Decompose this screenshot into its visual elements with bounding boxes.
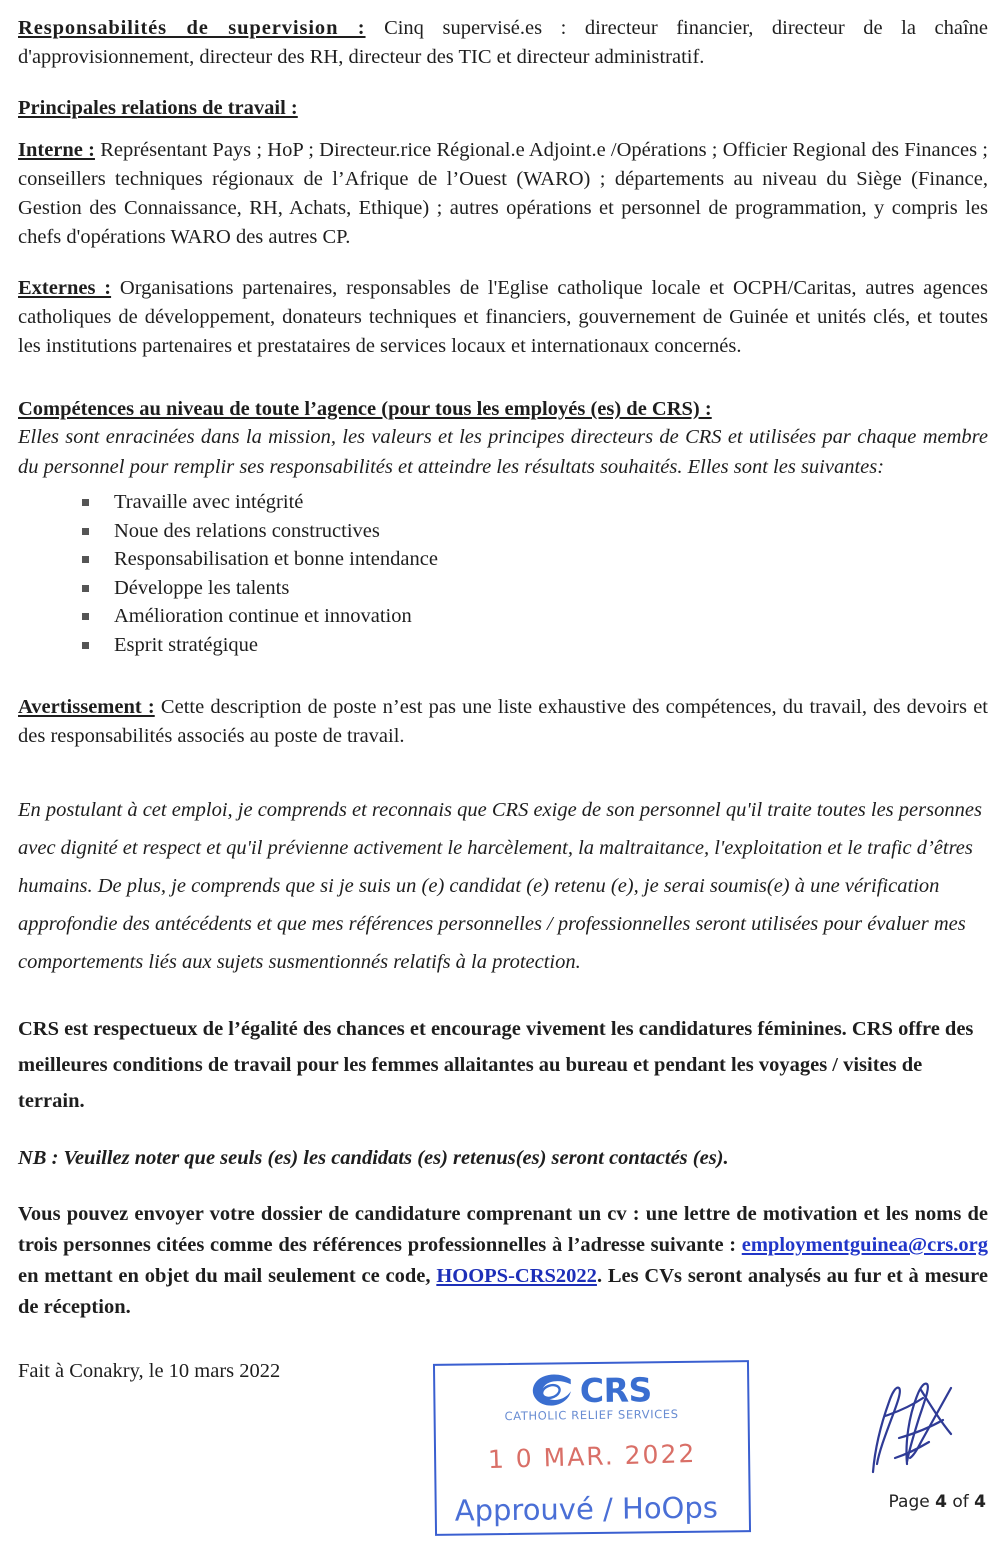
approval-stamp [433, 1360, 751, 1536]
list-item-label: Développe les talents [114, 576, 290, 599]
interne-text: Représentant Pays ; HoP ; Directeur.rice Régional.e Adjoint.e /Opérations ; Officier Regional des Finances ; conseillers techniques régionaux de l’Afrique de l’Ouest (WARO) ; départements au niveau du Siège (Finance, Gestion des Connaissance, RH, Achats, Ethique) ; autres opérations et personnel de programmation, y compris les chefs d'opérations WARO des autres CP. [18, 139, 989, 248]
competences-intro: Elles sont enracinées dans la mission, les valeurs et les principes directeurs de CRS et utilisées par chaque membre du personnel pour remplir ses responsabilités et atteindre les résultats souhaités. Elles sont les suivantes: [18, 426, 988, 478]
application-text-part2: en mettant en objet du mail seulement ce code, [18, 1265, 437, 1287]
job-code-link[interactable]: HOOPS-CRS2022 [436, 1265, 597, 1287]
avertissement-text: Cette description de poste n’est pas une liste exhaustive des compétences, du travail, des devoirs et des responsabilités associés au poste de travail. [18, 696, 988, 747]
supervision-text: Cinq supervisé.es : directeur financier, directeur de la chaîne d'approvisionnement, directeur des RH, directeur des TIC et directeur administratif. [18, 17, 988, 68]
paragraph-equal-opportunity: CRS est respectueux de l’égalité des chances et encourage vivement les candidatures féminines. CRS offre des meilleures conditions de travail pour les femmes allaitantes au bureau et pendant les voyages / visites de terrain. [18, 1018, 974, 1112]
page-footer-current: 4 [935, 1492, 947, 1512]
page-footer [889, 1492, 986, 1512]
paragraph-supervision [18, 14, 988, 72]
bullet-square-icon [82, 556, 89, 563]
avertissement-label: Avertissement : [18, 696, 155, 718]
supervision-label: Responsabilités de supervision : [18, 17, 366, 39]
page-footer-total: 4 [974, 1492, 986, 1512]
list-item-label: Responsabilisation et bonne intendance [114, 548, 438, 570]
paragraph-nb: NB : Veuillez noter que seuls (es) les candidats (es) retenus(es) seront contactés (es). [18, 1147, 729, 1169]
application-text-part1: Vous pouvez envoyer votre dossier de candidature comprenant un cv : une lettre de motivation et les noms de trois personnes citées comme des références professionnelles à l’adresse suivante : [18, 1203, 988, 1256]
crs-logo [531, 1369, 652, 1410]
paragraph-declaration: En postulant à cet emploi, je comprends et reconnais que CRS exige de son personnel qu'il traite toutes les personnes avec dignité et respect et qu'il prévienne activement le harcèlement, la maltraitance, l'exploitation et le trafic d’êtres humains. De plus, je comprends que si je suis un (e) candidat (e) retenu (e), je serai soumis(e) à une vérification approfondie des antécédents et que mes références personnelles / professionnelles seront utilisées pour évaluer mes comportements liés aux sujets susmentionnés relatifs à la protection. [18, 799, 982, 973]
heading-competences: Compétences au niveau de toute l’agence (pour tous les employés (es) de CRS) : [18, 398, 712, 420]
crs-tagline: CATHOLIC RELIEF SERVICES [504, 1406, 679, 1424]
crs-wordmark: CRS [579, 1369, 652, 1410]
paragraph-interne [18, 136, 988, 252]
list-item [18, 545, 988, 574]
heading-relations: Principales relations de travail : [18, 97, 298, 119]
list-item-label: Noue des relations constructives [114, 519, 380, 542]
interne-label: Interne : [18, 139, 95, 161]
application-text-part3: . Les CVs seront analysés au fur et à mesure de réception. [18, 1265, 988, 1318]
signature-icon [855, 1372, 975, 1492]
place-and-date: Fait à Conakry, le 10 mars 2022 [18, 1360, 281, 1382]
paragraph-externes [18, 274, 988, 361]
list-item [18, 488, 988, 517]
externes-text: Organisations partenaires, responsables de l'Eglise catholique locale et OCPH/Caritas, autres agences catholiques de développement, donateurs techniques et financiers, gouvernement de Guinée et unités clés, et toutes les institutions partenaires et prestataires de services locaux et internationaux concernés. [18, 277, 988, 357]
list-item-label: Esprit stratégique [114, 633, 259, 656]
paragraph-application [18, 1199, 988, 1323]
paragraph-avertissement [18, 693, 988, 751]
page-footer-prefix: Page [888, 1492, 936, 1512]
stamp-approval-text: Approuvé / HoOps [454, 1490, 719, 1528]
email-link[interactable]: employmentguinea@crs.org [741, 1234, 988, 1256]
bullet-square-icon [82, 499, 89, 506]
competences-list [18, 488, 988, 659]
bullet-square-icon [82, 585, 89, 592]
stamp-date: 1 0 MAR. 2022 [487, 1438, 697, 1475]
list-item [18, 631, 988, 660]
list-item [18, 574, 988, 603]
list-item [18, 602, 988, 631]
bullet-square-icon [82, 528, 89, 535]
bullet-square-icon [82, 642, 89, 649]
page-footer-middle: of [946, 1492, 975, 1512]
crs-swoosh-icon [531, 1373, 577, 1408]
list-item-label: Amélioration continue et innovation [114, 605, 412, 627]
list-item-label: Travaille avec intégrité [114, 491, 304, 513]
bullet-square-icon [82, 613, 89, 620]
document-body [18, 0, 988, 1385]
list-item [18, 517, 988, 546]
externes-label: Externes : [18, 277, 112, 299]
